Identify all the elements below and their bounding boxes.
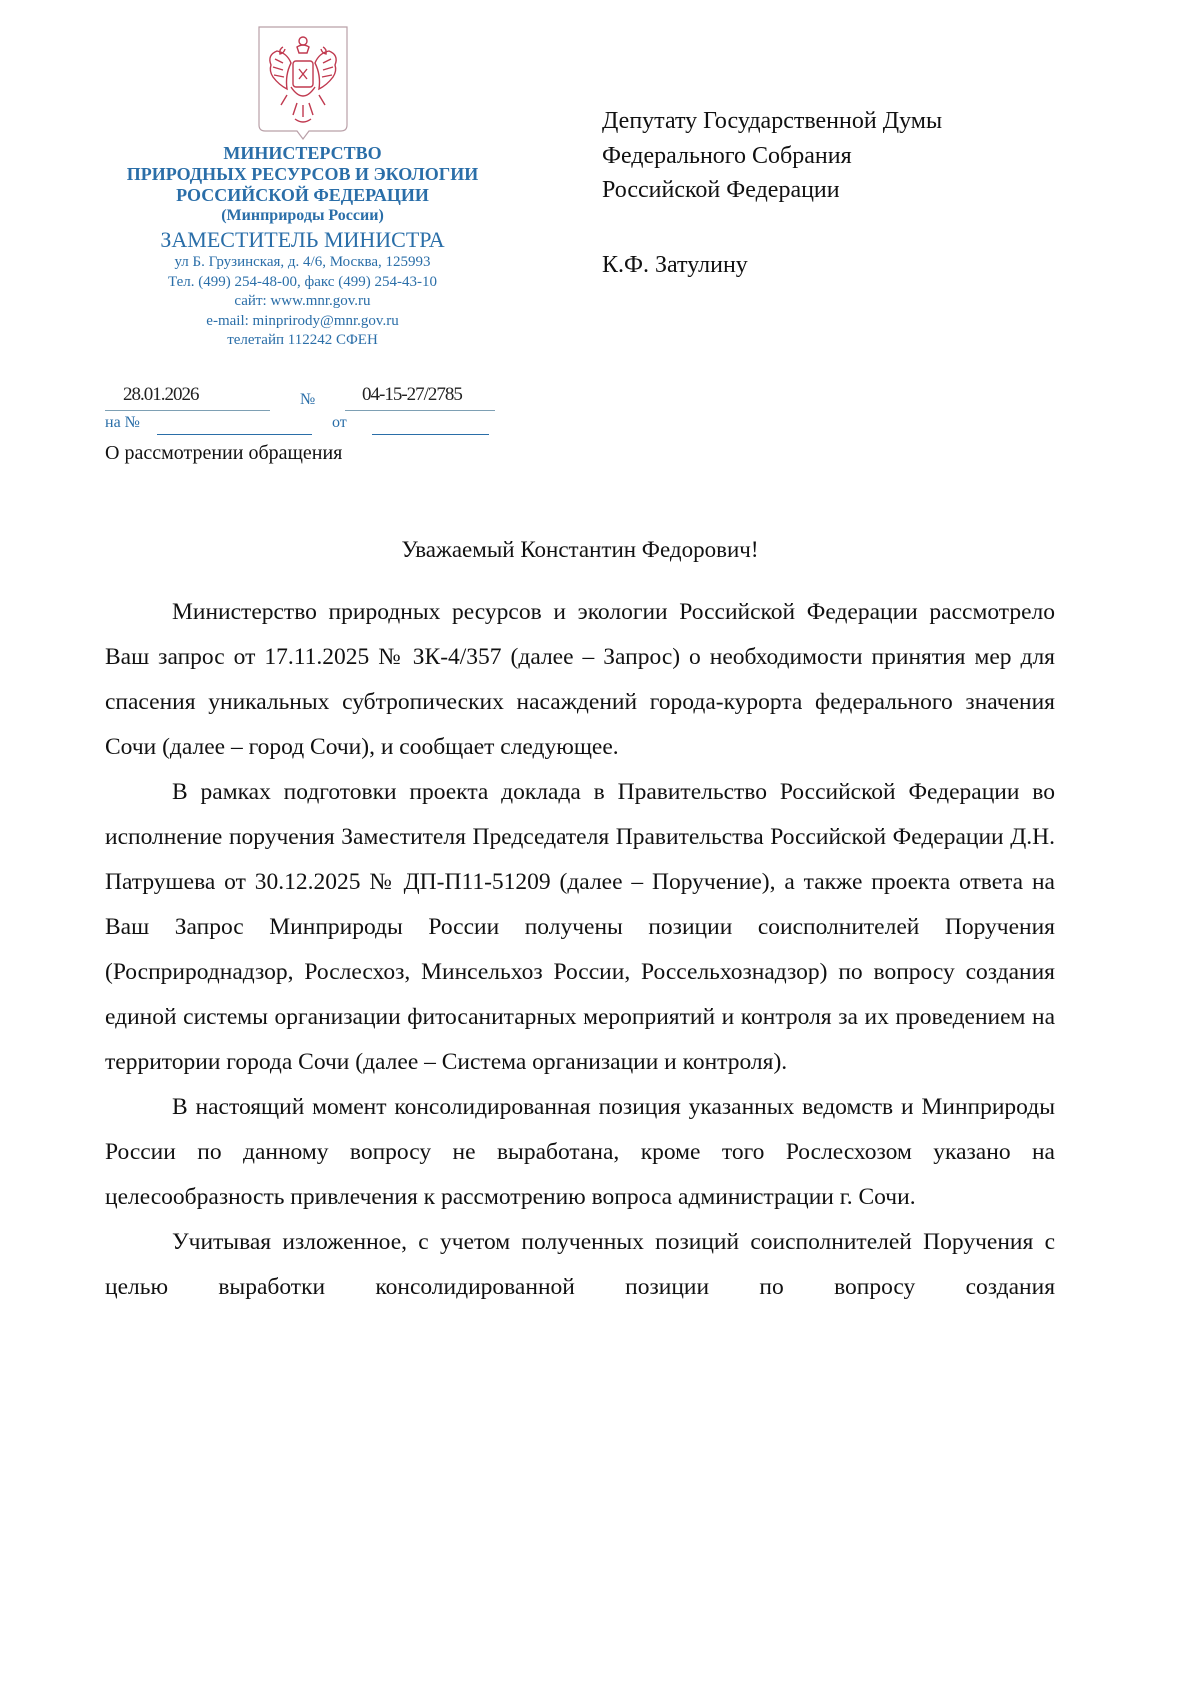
addressee-line1: Депутату Государственной Думы: [602, 108, 943, 134]
ministry-name-line3: РОССИЙСКОЙ ФЕДЕРАЦИИ: [176, 185, 429, 205]
reference-block: [105, 414, 500, 436]
salutation: Уважаемый Константин Федорович!: [401, 537, 759, 562]
letter-number: 04-15-27/2785: [362, 384, 462, 405]
ministry-name-line2: ПРИРОДНЫХ РЕСУРСОВ И ЭКОЛОГИИ: [126, 164, 479, 184]
body-paragraph: Учитывая изложенное, с учетом полученных позиций соисполнителей Поручения с целью выработки консолидированной позиции по вопросу создания: [105, 1229, 1055, 1300]
reference-date-label: от: [332, 414, 347, 431]
reference-number-label: на №: [105, 414, 140, 431]
addressee-block: [602, 104, 942, 282]
body-paragraph: Министерство природных ресурсов и экологии Российской Федерации рассмотрело Ваш запрос от 17.11.2025 № ЗК-4/357 (далее – Запрос) о необходимости принятия мер для спасения уникальных субтропических насаждений города-курорта федерального значения Сочи (далее – город Сочи), и сообщает следующее.: [105, 599, 1055, 760]
ministry-email: e-mail: minprirody@mnr.gov.ru: [206, 312, 399, 329]
ministry-name-line1: МИНИСТЕРСТВО: [223, 143, 382, 163]
reference-date-blank: [372, 414, 489, 435]
letter-date: 28.01.2026: [123, 384, 199, 405]
addressee-line3: Российской Федерации: [602, 177, 840, 203]
letter-subject: О рассмотрении обращения: [105, 442, 343, 464]
body-paragraph: В настоящий момент консолидированная позиция указанных ведомств и Минприроды России по данному вопросу не выработана, кроме того Рослесхозом указано на целесообразность привлечения к рассмотрению вопроса администрации г. Сочи.: [105, 1094, 1055, 1210]
body-paragraph: В рамках подготовки проекта доклада в Правительство Российской Федерации во исполнение поручения Заместителя Председателя Правительства Российской Федерации Д.Н. Патрушева от 30.12.2025 № ДП-П11-51209 (далее – Поручение), а также проекта ответа на Ваш Запрос Минприроды России получены позиции соисполнителей Поручения (Росприроднадзор, Рослесхоз, Минсельхоз России, Россельхознадзор) по вопросу создания единой системы организации фитосанитарных мероприятий и контроля за их проведением на территории города Сочи (далее – Система организации и контроля).: [105, 779, 1055, 1075]
letterhead: [105, 25, 500, 351]
ministry-website: сайт: www.mnr.gov.ru: [234, 293, 371, 309]
signatory-position: ЗАМЕСТИТЕЛЬ МИНИСТРА: [160, 227, 445, 252]
number-sign-label: №: [300, 391, 316, 408]
registration-block: [105, 382, 500, 412]
ministry-teletype: телетайп 112242 СФЕН: [227, 332, 378, 348]
ministry-address: ул Б. Грузинская, д. 4/6, Москва, 125993: [174, 254, 431, 270]
reference-number-blank: [157, 414, 312, 435]
addressee-name: К.Ф. Затулину: [602, 251, 748, 278]
ministry-short-name: (Минприроды России): [221, 207, 384, 224]
coat-of-arms-icon: [257, 25, 349, 143]
letter-body: [105, 590, 1055, 1310]
addressee-line2: Федерального Собрания: [602, 142, 852, 169]
ministry-phone: Тел. (499) 254-48-00, факс (499) 254-43-10: [168, 273, 437, 290]
